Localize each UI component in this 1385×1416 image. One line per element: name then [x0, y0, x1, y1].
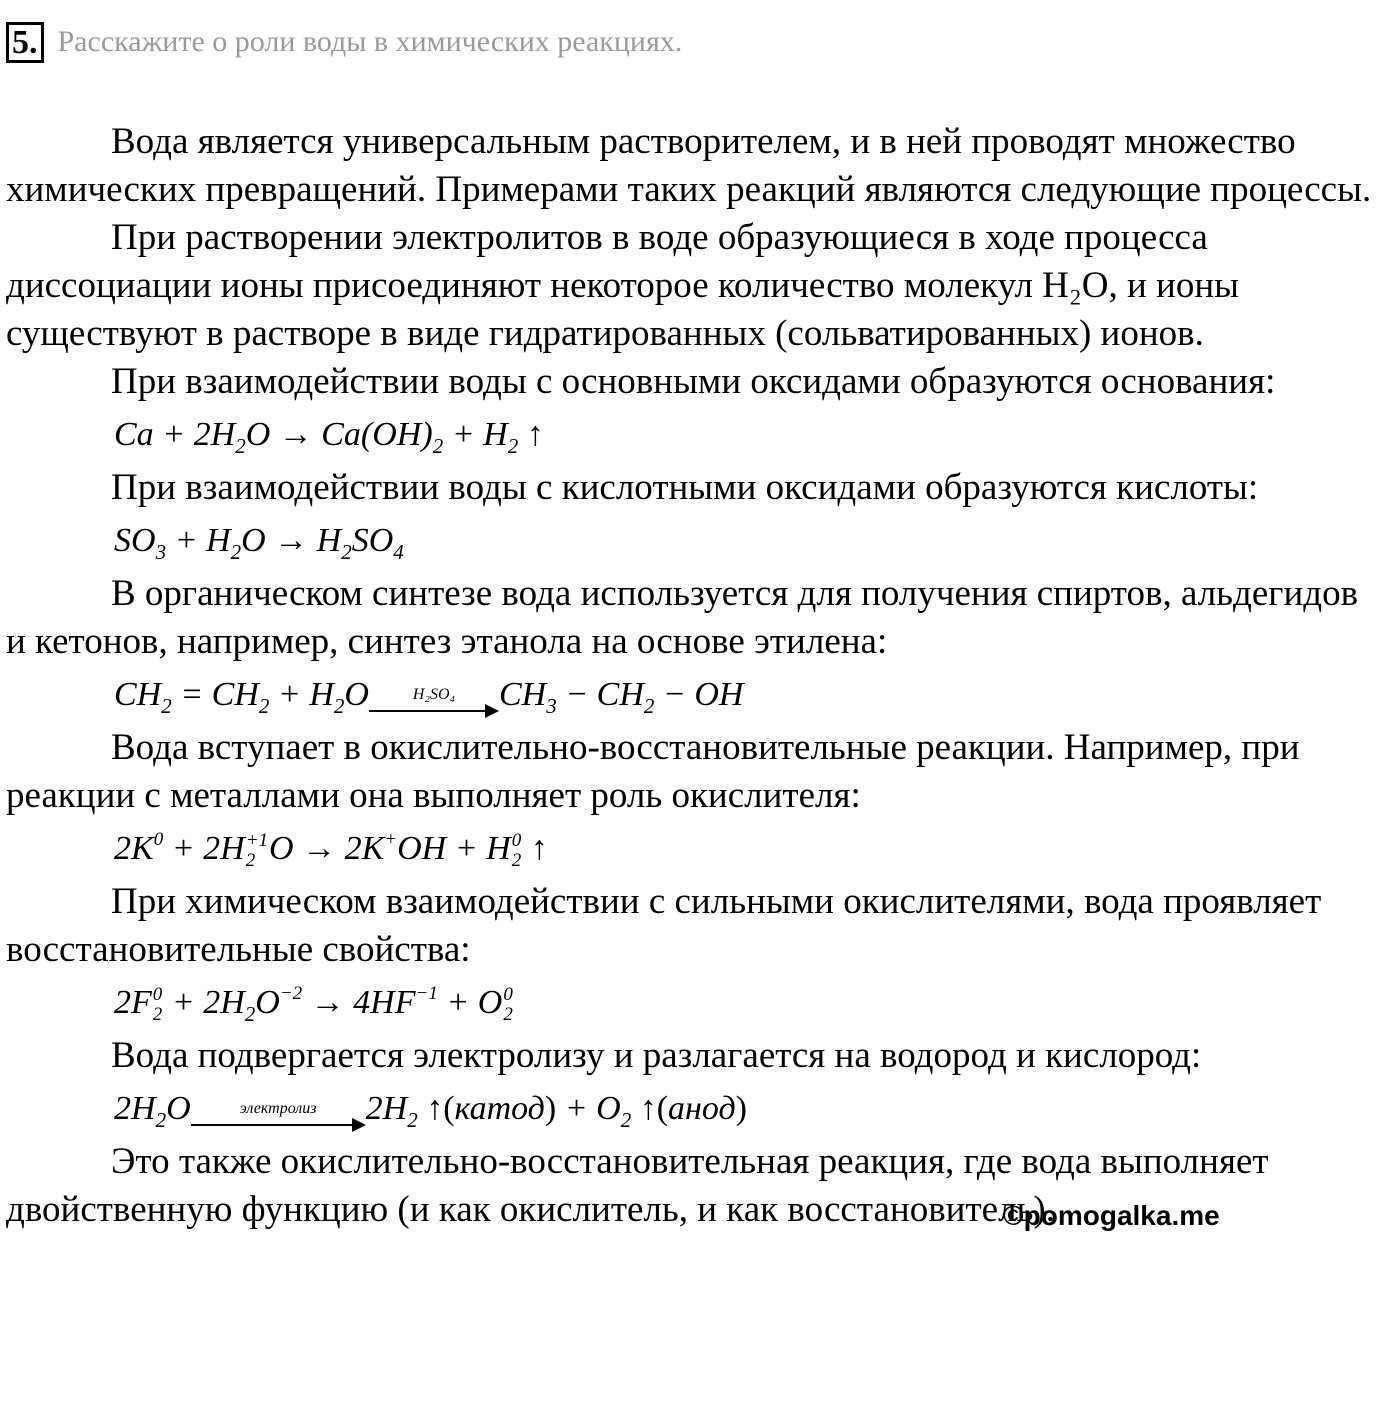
equation-ca-water: $Ca + 2H_2O \to Ca(OH)_2 + H_2$ ↑: [114, 416, 544, 458]
equation-so3-water: $SO_3 + H_2O \to H_2SO_4$: [114, 522, 404, 564]
paragraph-redox-reducer: При химическом взаимодействии с сильными окислителями, вода проявляет восстановительные свойства:: [6, 881, 1322, 970]
task-header: [6, 20, 682, 64]
paragraph-redox-oxidizer: Вода вступает в окислительно-восстановительные реакции. Например, при реакции с металлами она выполняет роль окислителя:: [6, 727, 1300, 816]
equation-potassium-water: $2K^0 + 2H$ +1 2 O → 2K+OH + H 0 2 ↑: [114, 829, 548, 872]
paragraph-dual-function: Это также окислительно-восстановительная реакция, где вода выполняет двойственную функцию (и как окислитель, и как восстановитель).: [6, 1141, 1269, 1230]
electrolysis-label: электролиз: [239, 1100, 317, 1117]
answer-body: [6, 118, 1385, 1234]
paragraph-intro: Вода является универсальным растворителем, и в ней проводят множество химических превращений. Примерами таких реакций являются следующие процессы.: [6, 121, 1372, 210]
task-question: Расскажите о роли воды в химических реакциях.: [57, 25, 683, 58]
paragraph-basic-oxides: При взаимодействии воды с основными оксидами образуются основания:: [111, 361, 1276, 402]
reaction-condition-arrow: [369, 686, 499, 718]
equation-ethanol-synthesis: $CH_2 = CH_2 + H_2O$ H₂SO₄ $CH_3 - CH_2$ − OH: [114, 676, 744, 718]
electrolysis-condition-arrow: [191, 1100, 366, 1132]
watermark: ©pomogalka.me: [1003, 1200, 1220, 1231]
paragraph-acid-oxides: При взаимодействии воды с кислотными оксидами образуются кислоты:: [111, 467, 1259, 508]
catalyst-label: H₂SO₄: [412, 686, 456, 703]
paragraph-organic-synthesis: В органическом синтезе вода используется для получения спиртов, альдегидов и кетонов, например, синтез этанола на основе этилена:: [6, 573, 1359, 662]
task-number: 5.: [6, 22, 44, 63]
equation-electrolysis: $2H_2O$ электролиз $2H_2$ ↑(катод) + $O_2$ ↑(анод): [114, 1090, 747, 1132]
paragraph-electrolysis: Вода подвергается электролизу и разлагается на водород и кислород:: [111, 1035, 1202, 1076]
equation-fluorine-water: 2F 0 2 + $2H_2O^{-2} \to 4HF^{-1} + O$ 0 2: [114, 983, 513, 1026]
paragraph-hydration: При растворении электролитов в воде образующиеся в ходе процесса диссоциации ионы присоединяют некоторое количество молекул H₂O, и ионы существуют в растворе в виде гидратированных (сольватированных) ионов.: [6, 217, 1240, 354]
